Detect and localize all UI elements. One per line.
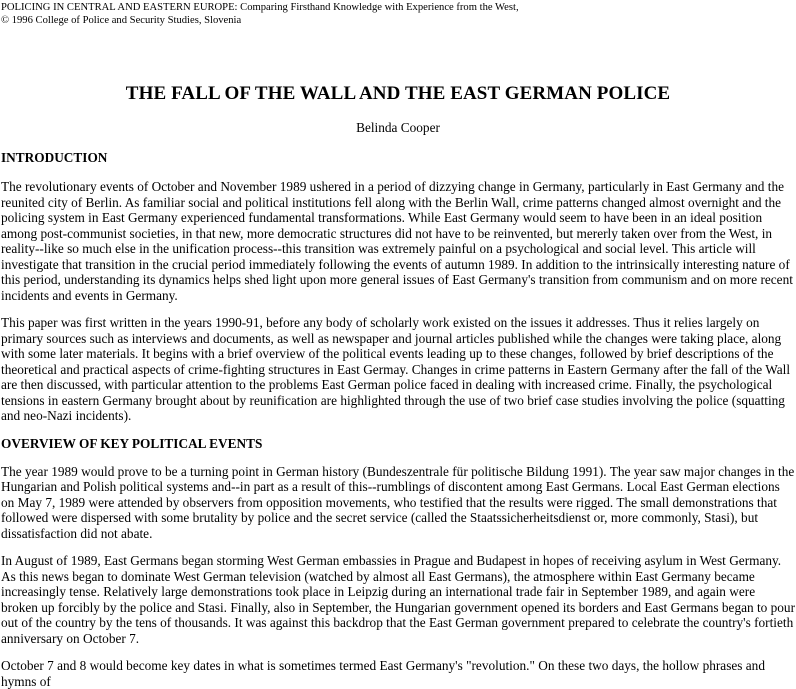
publication-line: POLICING IN CENTRAL AND EASTERN EUROPE: Comparing Firsthand Knowledge with Experience from the West, [1, 2, 519, 13]
paragraph: The revolutionary events of October and November 1989 ushered in a period of dizzying change in Germany, particularly in East Germany and the reunited city of Berlin. As familiar social and political institutions fell along with the Berlin Wall, crime patterns changed almost overnight and the policing system in East Germany experienced fundamental transformations. While East Germany would seem to have been in an ideal position among post-communist societies, in that new, more democratic structures did not have to be reinvented, but mererly taken over from the West, in reality--like so much else in the unification process--this transition was extremely painful on a psychological and social level. This article will investigate that transition in the crucial period immediately following the events of autumn 1989. In addition to the intrinsically interesting nature of this period, understanding its dynamics helps shed light upon more general issues of East Germany's transition from communism and on more recent incidents and events in Germany. [1, 179, 793, 303]
publication-header [1, 0, 795, 27]
article-title: THE FALL OF THE WALL AND THE EAST GERMAN POLICE [125, 83, 671, 104]
section-heading-overview: OVERVIEW OF KEY POLITICAL EVENTS [1, 435, 263, 451]
paragraph: This paper was first written in the years 1990-91, before any body of scholarly work existed on the issues it addresses. Thus it relies largely on primary sources such as interviews and documents, as well as newspaper and journal articles published while the changes were taking place, along with some later materials. It begins with a brief overview of the political events leading up to these changes, followed by brief descriptions of the theoretical and practical aspects of crime-fighting structures in East Germay. Changes in crime patterns in Eastern Germany after the fall of the Wall are then discussed, with particular attention to the problems East German police faced in dealing with increased crime. Finally, the psychological tensions in eastern Germany brought about by reunification are highlighted through the use of two brief case studies involving the police (squatting and neo-Nazi incidents). [1, 315, 791, 423]
paragraph: In August of 1989, East Germans began storming West German embassies in Prague and Budapest in hopes of receiving asylum in West Germany. As this news began to dominate West German television (watched by almost all East Germans), the atmosphere within East Germany became increasingly tense. Relatively large demonstrations took place in Leipzig during an international trade fair in September 1989, and again were broken up forcibly by the police and Stasi. Finally, also in September, the Hungarian government opened its borders and East Germans began to pour out of the country by the tens of thousands. It was against this backdrop that the East German government prepared to celebrate the country's fortieth anniversary on October 7. [1, 553, 796, 646]
author-name: Belinda Cooper [356, 120, 440, 135]
copyright-line: © 1996 College of Police and Security Studies, Slovenia [1, 15, 242, 26]
paragraph: October 7 and 8 would become key dates in what is sometimes termed East Germany's "revolution." On these two days, the hollow phrases and hymns of [1, 658, 765, 689]
section-heading-introduction: INTRODUCTION [1, 150, 108, 165]
paragraph: The year 1989 would prove to be a turning point in German history (Bundeszentrale für politische Bildung 1991). The year saw major changes in the Hungarian and Polish political systems and--in part as a result of this--rumblings of discontent among East Germans. Local East German elections on May 7, 1989 were attended by observers from opposition movements, who testified that the results were rigged. The small demonstrations that followed were dispersed with some brutality by police and the secret service (called the Staatssicherheitsdienst or, more commonly, Stasi), but dissatisfaction did not abate. [1, 463, 795, 541]
